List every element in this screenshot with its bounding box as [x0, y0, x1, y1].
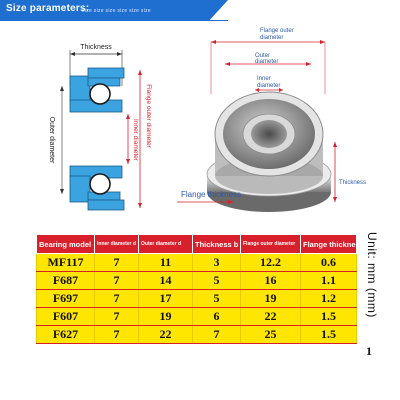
unit-mark: 1: [366, 344, 372, 358]
table-cell: 0.6: [301, 254, 357, 272]
outer-diameter-label: Outer diameter: [48, 116, 55, 164]
table-cell: 14: [139, 272, 193, 290]
photo-thickness-label: Thickness: [339, 180, 367, 186]
table-cell: 22: [139, 326, 193, 344]
outer-diameter-dimension: [48, 86, 64, 194]
photo-inner-label-1: Inner: [257, 76, 271, 82]
table-cell: 7: [95, 272, 139, 290]
table-cell: 7: [193, 326, 241, 344]
photo-inner-label-2: diameter: [257, 83, 281, 89]
table-cell: 7: [95, 308, 139, 326]
table-cell: 12.2: [241, 254, 301, 272]
bearing-model-cell: F697: [37, 290, 95, 308]
photo-outer-label-1: Outer: [255, 53, 271, 59]
table-cell: 6: [193, 308, 241, 326]
inner-diameter-dimension: [126, 114, 139, 164]
table-cell: 19: [241, 290, 301, 308]
table-cell: 1.5: [301, 308, 357, 326]
photo-outer-label-2: diameter: [255, 59, 279, 65]
inner-diameter-label: Inner diameter: [132, 119, 139, 161]
table-header-cell: Flange outer diameter: [241, 235, 301, 254]
upper-ring-section: [70, 68, 124, 112]
upper-ball: [90, 84, 110, 104]
bearing-photo-diagram: [175, 24, 400, 226]
table-header-cell: Inner diameter d: [95, 235, 139, 254]
table-row: [37, 290, 357, 308]
thickness-dimension-photo: [333, 142, 366, 202]
thickness-label: Thickness: [80, 44, 112, 51]
photo-flange-outer-label-2: diameter: [260, 35, 284, 41]
header-title: Size parameters:: [6, 3, 90, 14]
table-cell: 1.5: [301, 326, 357, 344]
table-row: [37, 272, 357, 290]
table-cell: 1.2: [301, 290, 357, 308]
table-row: [37, 326, 357, 344]
flange-thickness-dimension: [177, 190, 241, 204]
table-cell: 7: [95, 326, 139, 344]
lower-ball: [90, 174, 110, 194]
flange-outer-diameter-label: Flange outer diameter: [145, 84, 152, 148]
header-rule: [0, 20, 228, 21]
table-body: [37, 254, 357, 344]
table-cell: 19: [139, 308, 193, 326]
table-header-cell: Flange thickness: [301, 235, 357, 254]
photo-flange-thickness-label: Flange thickness: [181, 190, 242, 199]
table-row: [37, 254, 357, 272]
table-cell: 11: [139, 254, 193, 272]
table-cell: 7: [95, 254, 139, 272]
table-header-cell: Bearing model: [37, 235, 95, 254]
lower-ring-section: [70, 166, 124, 210]
table-header-row: [37, 235, 357, 254]
photo-flange-outer-label-1: Flange outer: [260, 28, 294, 34]
table-header-cell: Thickness b: [193, 235, 241, 254]
spec-table: [36, 234, 364, 344]
bearing-cross-section-diagram: [0, 24, 172, 230]
flange-outer-diameter-dimension: [138, 70, 152, 208]
table-cell: 25: [241, 326, 301, 344]
table-cell: 7: [95, 290, 139, 308]
table-cell: 1.1: [301, 272, 357, 290]
outer-dimension: [225, 53, 311, 66]
table-header-cell: Outer diameter d: [139, 235, 193, 254]
table-cell: 3: [193, 254, 241, 272]
table-cell: 5: [193, 290, 241, 308]
table-cell: 22: [241, 308, 301, 326]
table-cell: 5: [193, 272, 241, 290]
bearing-model-cell: F687: [37, 272, 95, 290]
bearing-model-cell: F607: [37, 308, 95, 326]
table-row: [37, 308, 357, 326]
unit-label: Unit: mm (mm): [365, 232, 379, 318]
bearing-model-cell: F627: [37, 326, 95, 344]
bearing-model-cell: MF117: [37, 254, 95, 272]
table-cell: 16: [241, 272, 301, 290]
table-cell: 17: [139, 290, 193, 308]
header-subtitle: size size size size size size: [82, 8, 151, 14]
inner-dimension: [255, 76, 283, 92]
